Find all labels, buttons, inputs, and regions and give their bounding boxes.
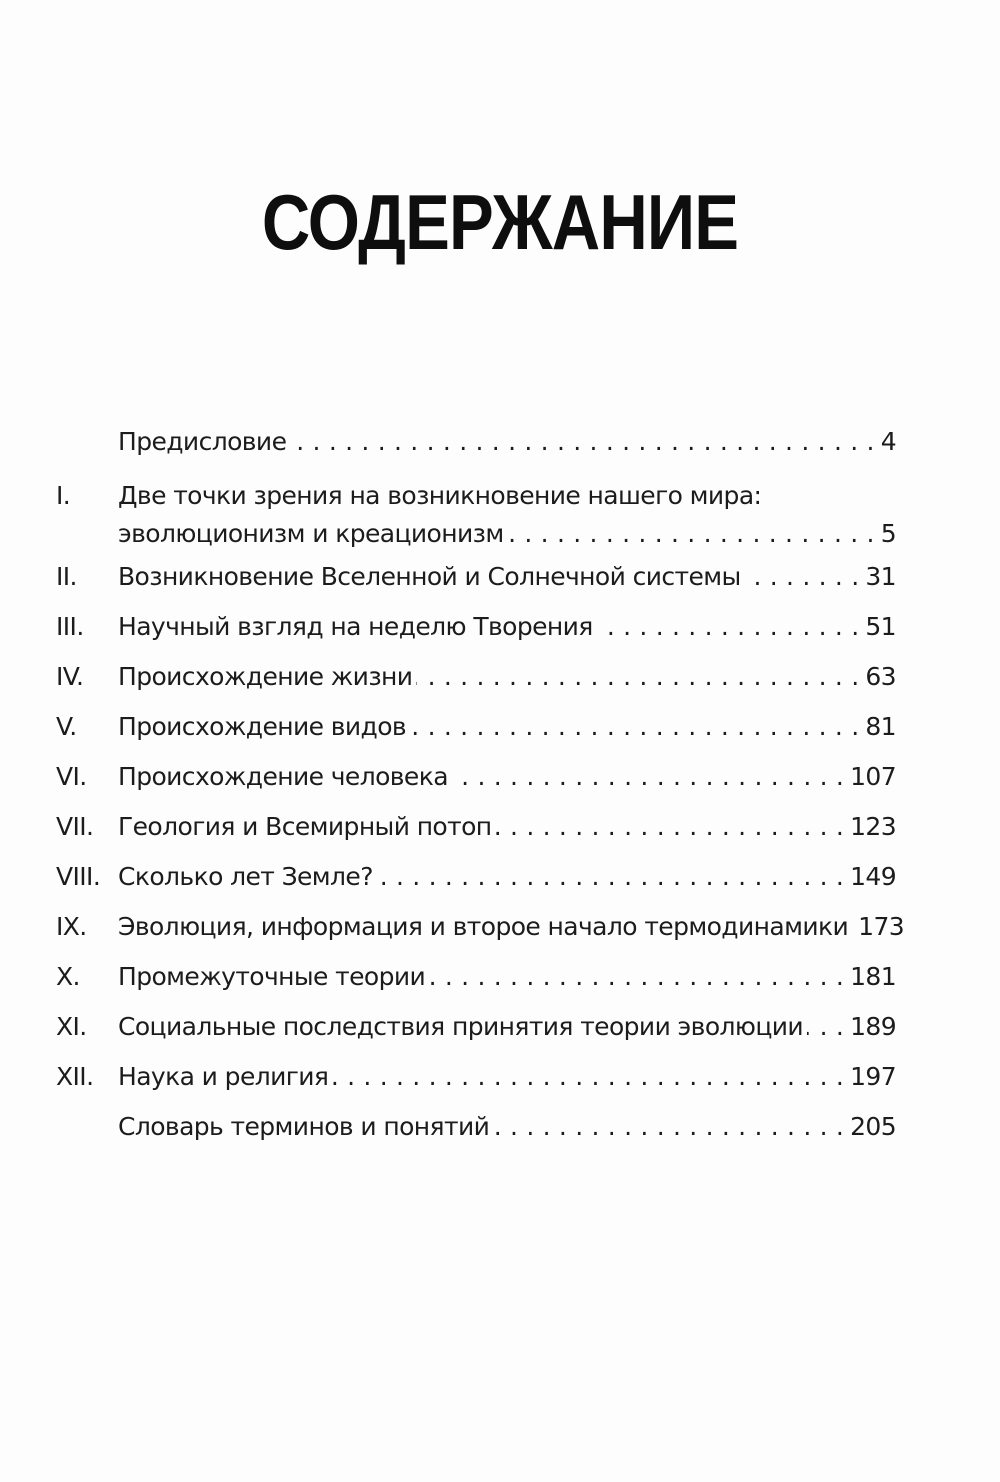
toc-entry-title: Происхождение видов xyxy=(118,712,407,741)
toc-leader-dots xyxy=(377,859,844,895)
toc-chapter-number: IV. xyxy=(56,662,84,691)
toc-entry-title: Сколько лет Земле? xyxy=(118,862,373,891)
toc-chapter-number: VI. xyxy=(56,762,87,791)
toc-entry-title: Промежуточные теории xyxy=(118,962,426,991)
toc-entry-title: Геология и Всемирный потоп xyxy=(118,812,492,841)
toc-chapter-number: V. xyxy=(56,712,77,741)
toc-leader-dots xyxy=(416,659,859,695)
toc-page-number: 31 xyxy=(865,562,896,591)
toc-chapter-number: II. xyxy=(56,562,77,591)
toc-page-number: 173 xyxy=(858,912,905,941)
toc-entry-title: Возникновение Вселенной и Солнечной системы xyxy=(118,562,741,591)
toc-page-number: 189 xyxy=(850,1012,896,1041)
toc-leader-dots xyxy=(745,559,860,595)
toc-entry-title: Научный взгляд на неделю Творения xyxy=(118,612,593,641)
toc-page-number: 123 xyxy=(850,812,896,841)
toc-chapter-number: X. xyxy=(56,962,80,991)
toc-entry-title: Наука и религия xyxy=(118,1062,329,1091)
toc-chapter-number: III. xyxy=(56,612,84,641)
toc-leader-dots xyxy=(452,759,844,795)
toc-leader-dots xyxy=(493,1109,844,1145)
toc-chapter-number: XI. xyxy=(56,1012,87,1041)
toc-entry-title: Происхождение человека xyxy=(118,762,448,791)
toc-leader-dots xyxy=(496,809,845,845)
toc-page-number: 81 xyxy=(865,712,896,741)
toc-page-number: 205 xyxy=(850,1112,896,1141)
toc-page-number: 107 xyxy=(850,762,896,791)
toc-leader-dots xyxy=(410,709,859,745)
toc-chapter-number: IX. xyxy=(56,912,87,941)
toc-leader-dots xyxy=(290,424,874,460)
toc-entry-title: Происхождение жизни xyxy=(118,662,413,691)
toc-leader-dots xyxy=(332,1059,844,1095)
toc-leader-dots xyxy=(429,959,844,995)
toc-page-number: 181 xyxy=(850,962,896,991)
toc-chapter-number: XII. xyxy=(56,1062,94,1091)
toc-entry-title: Социальные последствия принятия теории эволюции xyxy=(118,1012,804,1041)
toc-leader-dots xyxy=(597,609,860,645)
toc-entry-title: эволюционизм и креационизм xyxy=(118,519,504,548)
toc-page-number: 63 xyxy=(865,662,896,691)
toc-page-number: 197 xyxy=(850,1062,896,1091)
toc-chapter-number: I. xyxy=(56,481,71,510)
toc-chapter-number: VIII. xyxy=(56,862,101,891)
toc-leader-dots xyxy=(807,1009,844,1045)
toc-page-number: 4 xyxy=(880,427,896,456)
toc-page-number: 51 xyxy=(865,612,896,641)
toc-entry-title: Эволюция, информация и второе начало термодинамики xyxy=(118,912,849,941)
toc-entry-title-line1: Две точки зрения на возникновение нашего мира: xyxy=(118,481,762,510)
toc-entry-title: Словарь терминов и понятий xyxy=(118,1112,490,1141)
toc-entry-title: Предисловие xyxy=(118,427,287,456)
toc-leader-dots xyxy=(508,516,875,552)
toc-page-number: 149 xyxy=(850,862,896,891)
page-title: СОДЕРЖАНИЕ xyxy=(261,178,739,266)
toc-page-number: 5 xyxy=(880,519,896,548)
toc-chapter-number: VII. xyxy=(56,812,94,841)
